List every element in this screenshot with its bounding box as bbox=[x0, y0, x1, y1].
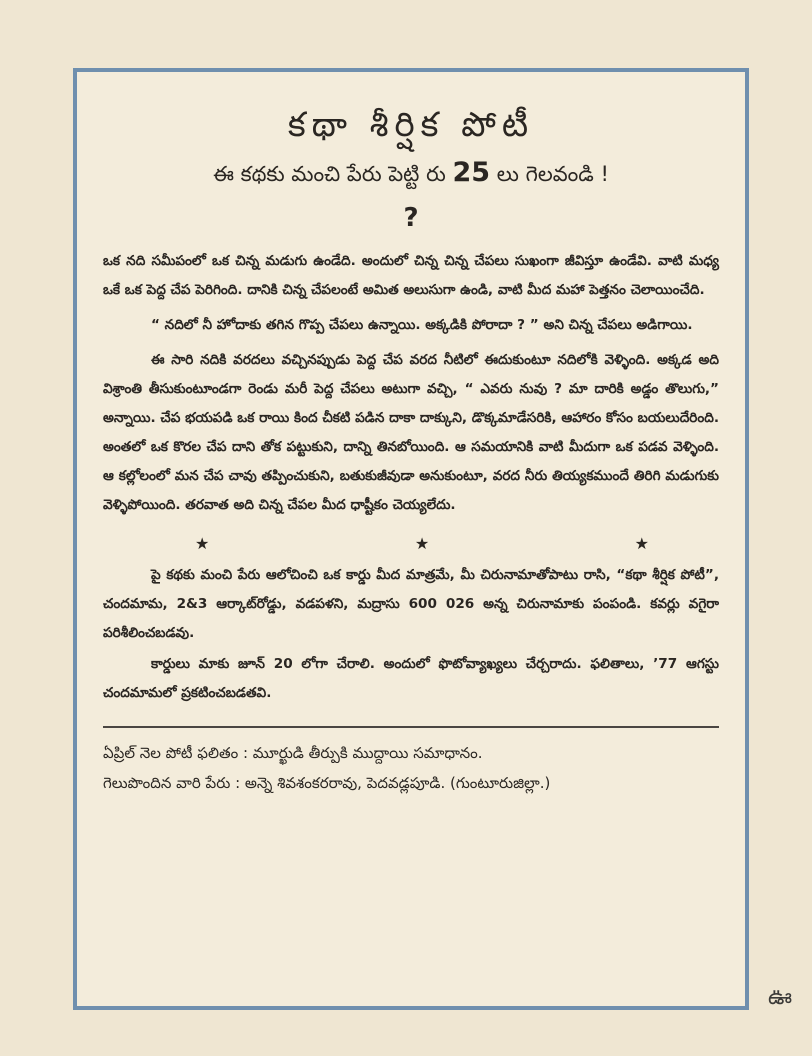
previous-result-line: ఏప్రిల్ నెల పోటీ ఫలితం : మూర్ఖుడి తీర్పుకి ముద్దాయి సమాధానం. bbox=[103, 744, 483, 762]
story-paragraph-3: ఈ సారి నదికి వరదలు వచ్చినప్పుడు పెద్ద చేప వరద నీటిలో ఈదుకుంటూ నదిలోకి వెళ్ళింది. అక్కడ అది విశ్రాంతి తీసుకుంటూండగా రెండు మరీ పెద్ద చేపలు అటుగా వచ్చి, “ ఎవరు నువు ? మా దారికి అడ్డం తొలుగు,” అన్నాయి. చేప భయపడి ఒక రాయి కింద చీకటి పడిన దాకా దాక్కుని, డొక్కమాడేసరికి, ఆహారం కోసం బయలుదేరింది. అంతలో ఒక కొరల చేప దాని తోక పట్టుకుని, దాన్ని తినబోయింది. ఆ సమయానికి వాటి మీదుగా ఒక పడవ వెళ్ళింది. ఆ కల్లోలంలో మన చేప చావు తప్పించుకుని, బతుకుజీవుడా అనుకుంటూ, వరద నీరు తియ్యకముందే తిరిగి మడుగుకు వెళ్ళిపోయింది. తరవాత అది చిన్న చేపల మీద ధాష్టీకం చెయ్యలేదు. bbox=[103, 352, 719, 513]
instructions-paragraph-1: పై కథకు మంచి పేరు ఆలోచించి ఒక కార్డు మీద మాత్రమే, మీ చిరునామాతోపాటు రాసి, “కథా శీర్షిక పోటీ”, చందమామ, 2&3 ఆర్కాట్‌రోడ్డు, వడపళని, మద్రాసు 600 026 అన్న చిరునామాకు పంపండి. కవర్లు వగైరా పరిశీలించబడవు. bbox=[103, 567, 719, 641]
winner-line: గెలుపొందిన వారి పేరు : అన్నె శివశంకరరావు, పెదవడ్లపూడి. (గుంటూరుజిల్లా.) bbox=[103, 774, 551, 792]
contest-title: కథా శీర్షిక పోటీ bbox=[287, 105, 535, 145]
star-icon: ★ bbox=[634, 534, 649, 553]
corner-logo-mark: ఊ bbox=[768, 985, 793, 1010]
instructions-paragraph-2: కార్డులు మాకు జూన్ 20 లోగా చేరాలి. అందులో ఫొటోవ్యాఖ్యలు చేర్చరాదు. ఫలితాలు, ’77 ఆగస్టు చందమామలో ప్రకటించబడతవి. bbox=[103, 656, 719, 701]
prize-amount: 25 bbox=[452, 157, 491, 188]
section-divider bbox=[103, 726, 719, 728]
star-icon: ★ bbox=[195, 534, 210, 553]
star-divider bbox=[103, 534, 719, 553]
subtitle-text-before: ఈ కథకు మంచి పేరు పెట్టి రు bbox=[213, 162, 446, 186]
untitled-story-question-mark: ? bbox=[403, 203, 419, 233]
story-paragraph-2: “ నదిలో నీ హోదాకు తగిన గొప్ప చేపలు ఉన్నాయి. అక్కడికి పోరాదా ? ” అని చిన్న చేపలు అడిగాయి. bbox=[151, 317, 693, 333]
contest-subtitle bbox=[103, 156, 719, 191]
story-paragraph-1: ఒక నది సమీపంలో ఒక చిన్న మడుగు ఉండేది. అందులో చిన్న చిన్న చేపలు సుఖంగా జీవిస్తూ ఉండేవి. వాటి మధ్య ఒకే ఒక పెద్ద చేప పెరిగింది. దానికి చిన్న చేపలంటే అమిత అలుసుగా ఉండి, వాటి మీద మహా పెత్తనం చెలాయించేది. bbox=[103, 253, 719, 298]
subtitle-text-after: లు గెలవండి ! bbox=[496, 162, 609, 186]
star-icon: ★ bbox=[414, 534, 430, 553]
contest-frame bbox=[73, 68, 749, 1010]
